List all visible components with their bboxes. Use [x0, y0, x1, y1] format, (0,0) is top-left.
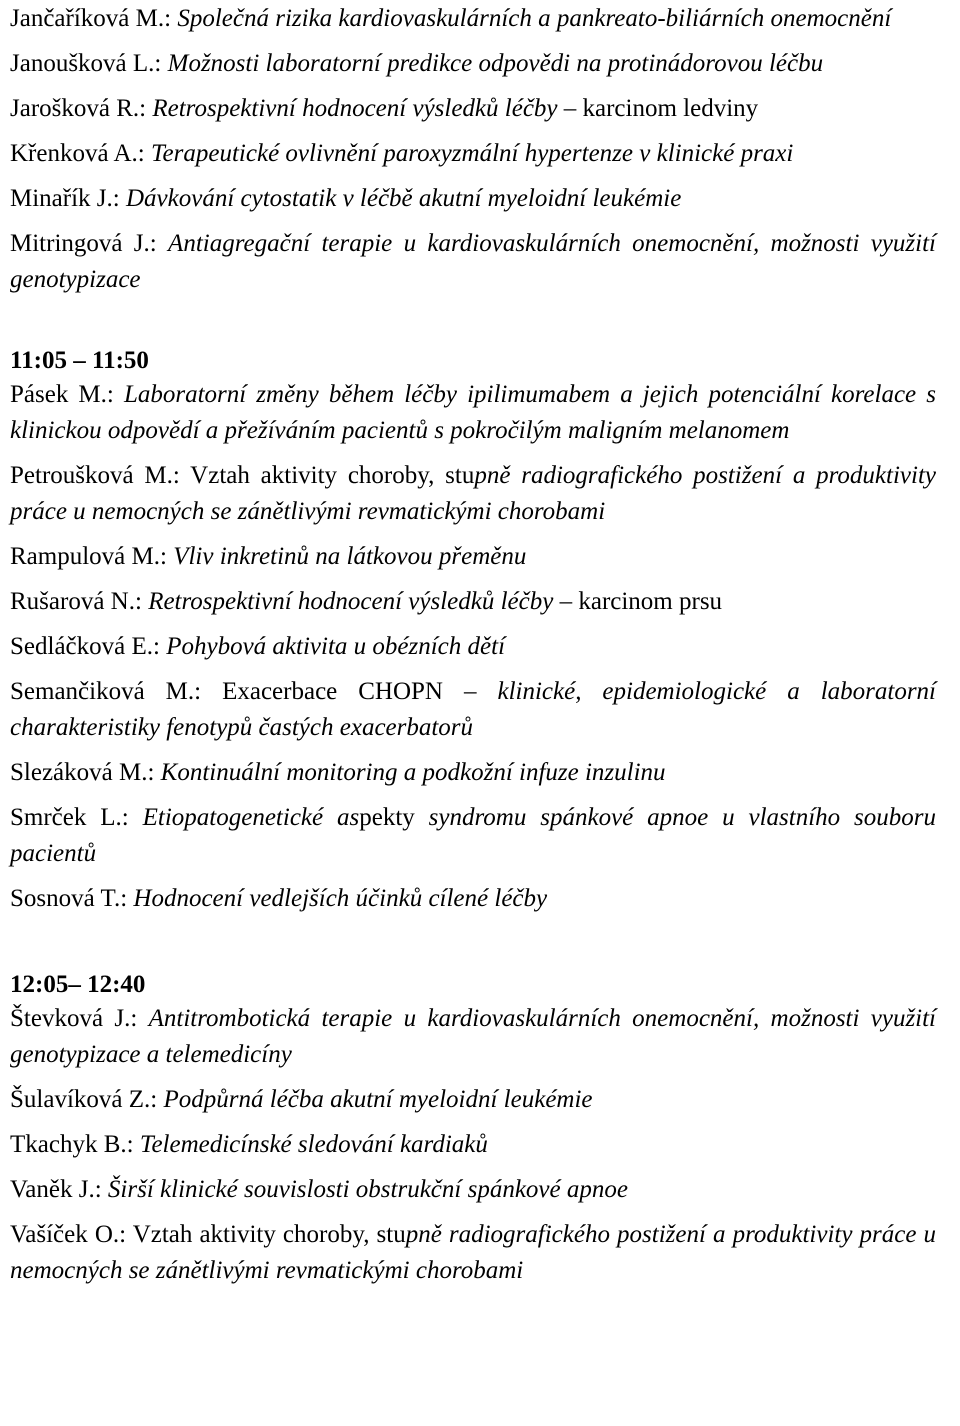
presentation-entry: Janoušková L.: Možnosti laboratorní predikce odpovědi na protinádorovou léčbu — [10, 50, 824, 77]
presentation-title-suffix: – karcinom ledviny — [557, 95, 759, 122]
presentation-title: Terapeutické ovlivnění paroxyzmální hypertenze v klinické praxi — [150, 140, 794, 167]
presentation-title-prefix: Vztah aktivity choroby, stu — [190, 462, 475, 489]
presentation-entry: Vaněk J.: Širší klinické souvislosti obstrukční spánkové apnoe — [10, 1176, 628, 1203]
author-name: Tkachyk B. — [10, 1131, 127, 1158]
author-name: Pásek M. — [10, 381, 107, 408]
presentation-title: klinické, epidemiologické a laboratorní charakteristiky fenotypů častých exacerbatorů — [10, 678, 937, 741]
presentation-entry: Mitringová J.: Antiagregační terapie u kardiovaskulárních onemocnění, možnosti využití genotypizace — [10, 230, 936, 293]
presentation-title-prefix: Exacerbace CHOPN – — [222, 678, 498, 705]
presentation-entry: Vašíček O.: Vztah aktivity choroby, stupně radiografického postižení a produktivity práce u nemocných se zánětlivými revmatickými chorobami — [10, 1221, 937, 1284]
author-name: Smrček L. — [10, 804, 122, 831]
presentation-title: Laboratorní změny během léčby ipilimumabem a jejich potenciální korelace s klinickou odpovědí a přežíváním pacientů s pokročilým maligním melanomem — [10, 381, 936, 444]
author-name: Jarošková R. — [10, 95, 140, 122]
presentation-title-prefix: Vztah aktivity choroby, stu — [132, 1221, 406, 1248]
presentation-title: Vliv inkretinů na látkovou přeměnu — [173, 543, 527, 570]
author-name: Minařík J. — [10, 185, 113, 212]
author-name: Sedláčková E. — [10, 633, 154, 660]
author-name: Vašíček O. — [10, 1221, 120, 1248]
presentation-title: Hodnocení vedlejších účinků cílené léčby — [133, 885, 548, 912]
presentation-entry: Křenková A.: Terapeutické ovlivnění paroxyzmální hypertenze v klinické praxi — [10, 140, 794, 167]
presentation-title: Společná rizika kardiovaskulárních a pankreato-biliárních onemocnění — [177, 5, 892, 32]
presentation-entry: Slezáková M.: Kontinuální monitoring a podkožní infuze inzulinu — [10, 759, 666, 786]
presentation-title: Retrospektivní hodnocení výsledků léčby — [148, 588, 554, 615]
presentation-title: Telemedicínské sledování kardiaků — [139, 1131, 488, 1158]
presentation-entry: Jarošková R.: Retrospektivní hodnocení výsledků léčby – karcinom ledviny — [10, 95, 759, 122]
presentation-entry: Jančaříková M.: Společná rizika kardiovaskulárních a pankreato-biliárních onemocnění — [10, 5, 892, 32]
author-name: Jančaříková M. — [10, 5, 165, 32]
presentation-title: Podpůrná léčba akutní myeloidní leukémie — [163, 1086, 593, 1113]
presentation-title: Antitrombotická terapie u kardiovaskulárních onemocnění, možnosti využití genotypizace a telemedicíny — [10, 1005, 937, 1068]
presentation-title-rest: syndromu spánkové apnoe u vlastního souboru pacientů — [10, 804, 937, 867]
author-name: Křenková A. — [10, 140, 138, 167]
author-name: Šulavíková Z. — [10, 1086, 151, 1113]
presentation-title: Širší klinické souvislosti obstrukční spánkové apnoe — [107, 1176, 628, 1203]
presentation-entry: Minařík J.: Dávkování cytostatik v léčbě akutní myeloidní leukémie — [10, 185, 682, 212]
presentation-title: Antiagregační terapie u kardiovaskulárních onemocnění, možnosti využití genotypizace — [10, 230, 936, 293]
presentation-list — [10, 1, 936, 298]
presentation-entry: Števková J.: Antitrombotická terapie u kardiovaskulárních onemocnění, možnosti využití genotypizace a telemedicíny — [10, 1005, 937, 1068]
presentation-title: Etiopatogenetické as — [142, 804, 360, 831]
presentation-title: pně radiografického postižení a produktivity práce u nemocných se zánětlivými revmatickými chorobami — [10, 462, 936, 525]
presentation-entry: Rampulová M.: Vliv inkretinů na látkovou přeměnu — [10, 543, 527, 570]
presentation-list — [10, 377, 936, 917]
presentation-title-suffix: – karcinom prsu — [553, 588, 723, 615]
author-name: Sosnová T. — [10, 885, 121, 912]
author-name: Rampulová M. — [10, 543, 160, 570]
presentation-title: Kontinuální monitoring a podkožní infuze inzulinu — [160, 759, 666, 786]
presentation-entry: Sosnová T.: Hodnocení vedlejších účinků cílené léčby — [10, 885, 548, 912]
presentation-list — [10, 1001, 936, 1289]
author-name: Slezáková M. — [10, 759, 148, 786]
presentation-entry: Petroušková M.: Vztah aktivity choroby, stupně radiografického postižení a produktivity práce u nemocných se zánětlivými revmatickými chorobami — [10, 462, 936, 525]
presentation-entry: Smrček L.: Etiopatogenetické aspekty syndromu spánkové apnoe u vlastního souboru pacientů — [10, 804, 937, 867]
session-time: 11:05 – 11:50 — [10, 347, 149, 374]
author-name: Petroušková M. — [10, 462, 173, 489]
presentation-title: pně radiografického postižení a produktivity práce u nemocných se zánětlivými revmatickými chorobami — [10, 1221, 937, 1284]
author-name: Semančiková M. — [10, 678, 195, 705]
author-name: Vaněk J. — [10, 1176, 95, 1203]
presentation-title: Možnosti laboratorní predikce odpovědi na protinádorovou léčbu — [167, 50, 824, 77]
author-name: Števková J. — [10, 1005, 131, 1032]
author-name: Janoušková L. — [10, 50, 155, 77]
program-page — [0, 1, 944, 1289]
presentation-title: Retrospektivní hodnocení výsledků léčby — [152, 95, 558, 122]
session-time: 12:05– 12:40 — [10, 971, 146, 998]
presentation-entry: Semančiková M.: Exacerbace CHOPN – klinické, epidemiologické a laboratorní charakteristiky fenotypů častých exacerbatorů — [10, 678, 937, 741]
presentation-entry: Šulavíková Z.: Podpůrná léčba akutní myeloidní leukémie — [10, 1086, 593, 1113]
presentation-entry: Tkachyk B.: Telemedicínské sledování kardiaků — [10, 1131, 488, 1158]
presentation-entry: Pásek M.: Laboratorní změny během léčby ipilimumabem a jejich potenciální korelace s klinickou odpovědí a přežíváním pacientů s pokročilým maligním melanomem — [10, 381, 936, 444]
presentation-title-middle: pekty — [359, 804, 429, 831]
presentation-title: Dávkování cytostatik v léčbě akutní myeloidní leukémie — [125, 185, 682, 212]
presentation-entry: Sedláčková E.: Pohybová aktivita u obézních dětí — [10, 633, 506, 660]
presentation-entry: Rušarová N.: Retrospektivní hodnocení výsledků léčby – karcinom prsu — [10, 588, 723, 615]
author-name: Mitringová J. — [10, 230, 150, 257]
author-name: Rušarová N. — [10, 588, 135, 615]
presentation-title: Pohybová aktivita u obézních dětí — [166, 633, 506, 660]
